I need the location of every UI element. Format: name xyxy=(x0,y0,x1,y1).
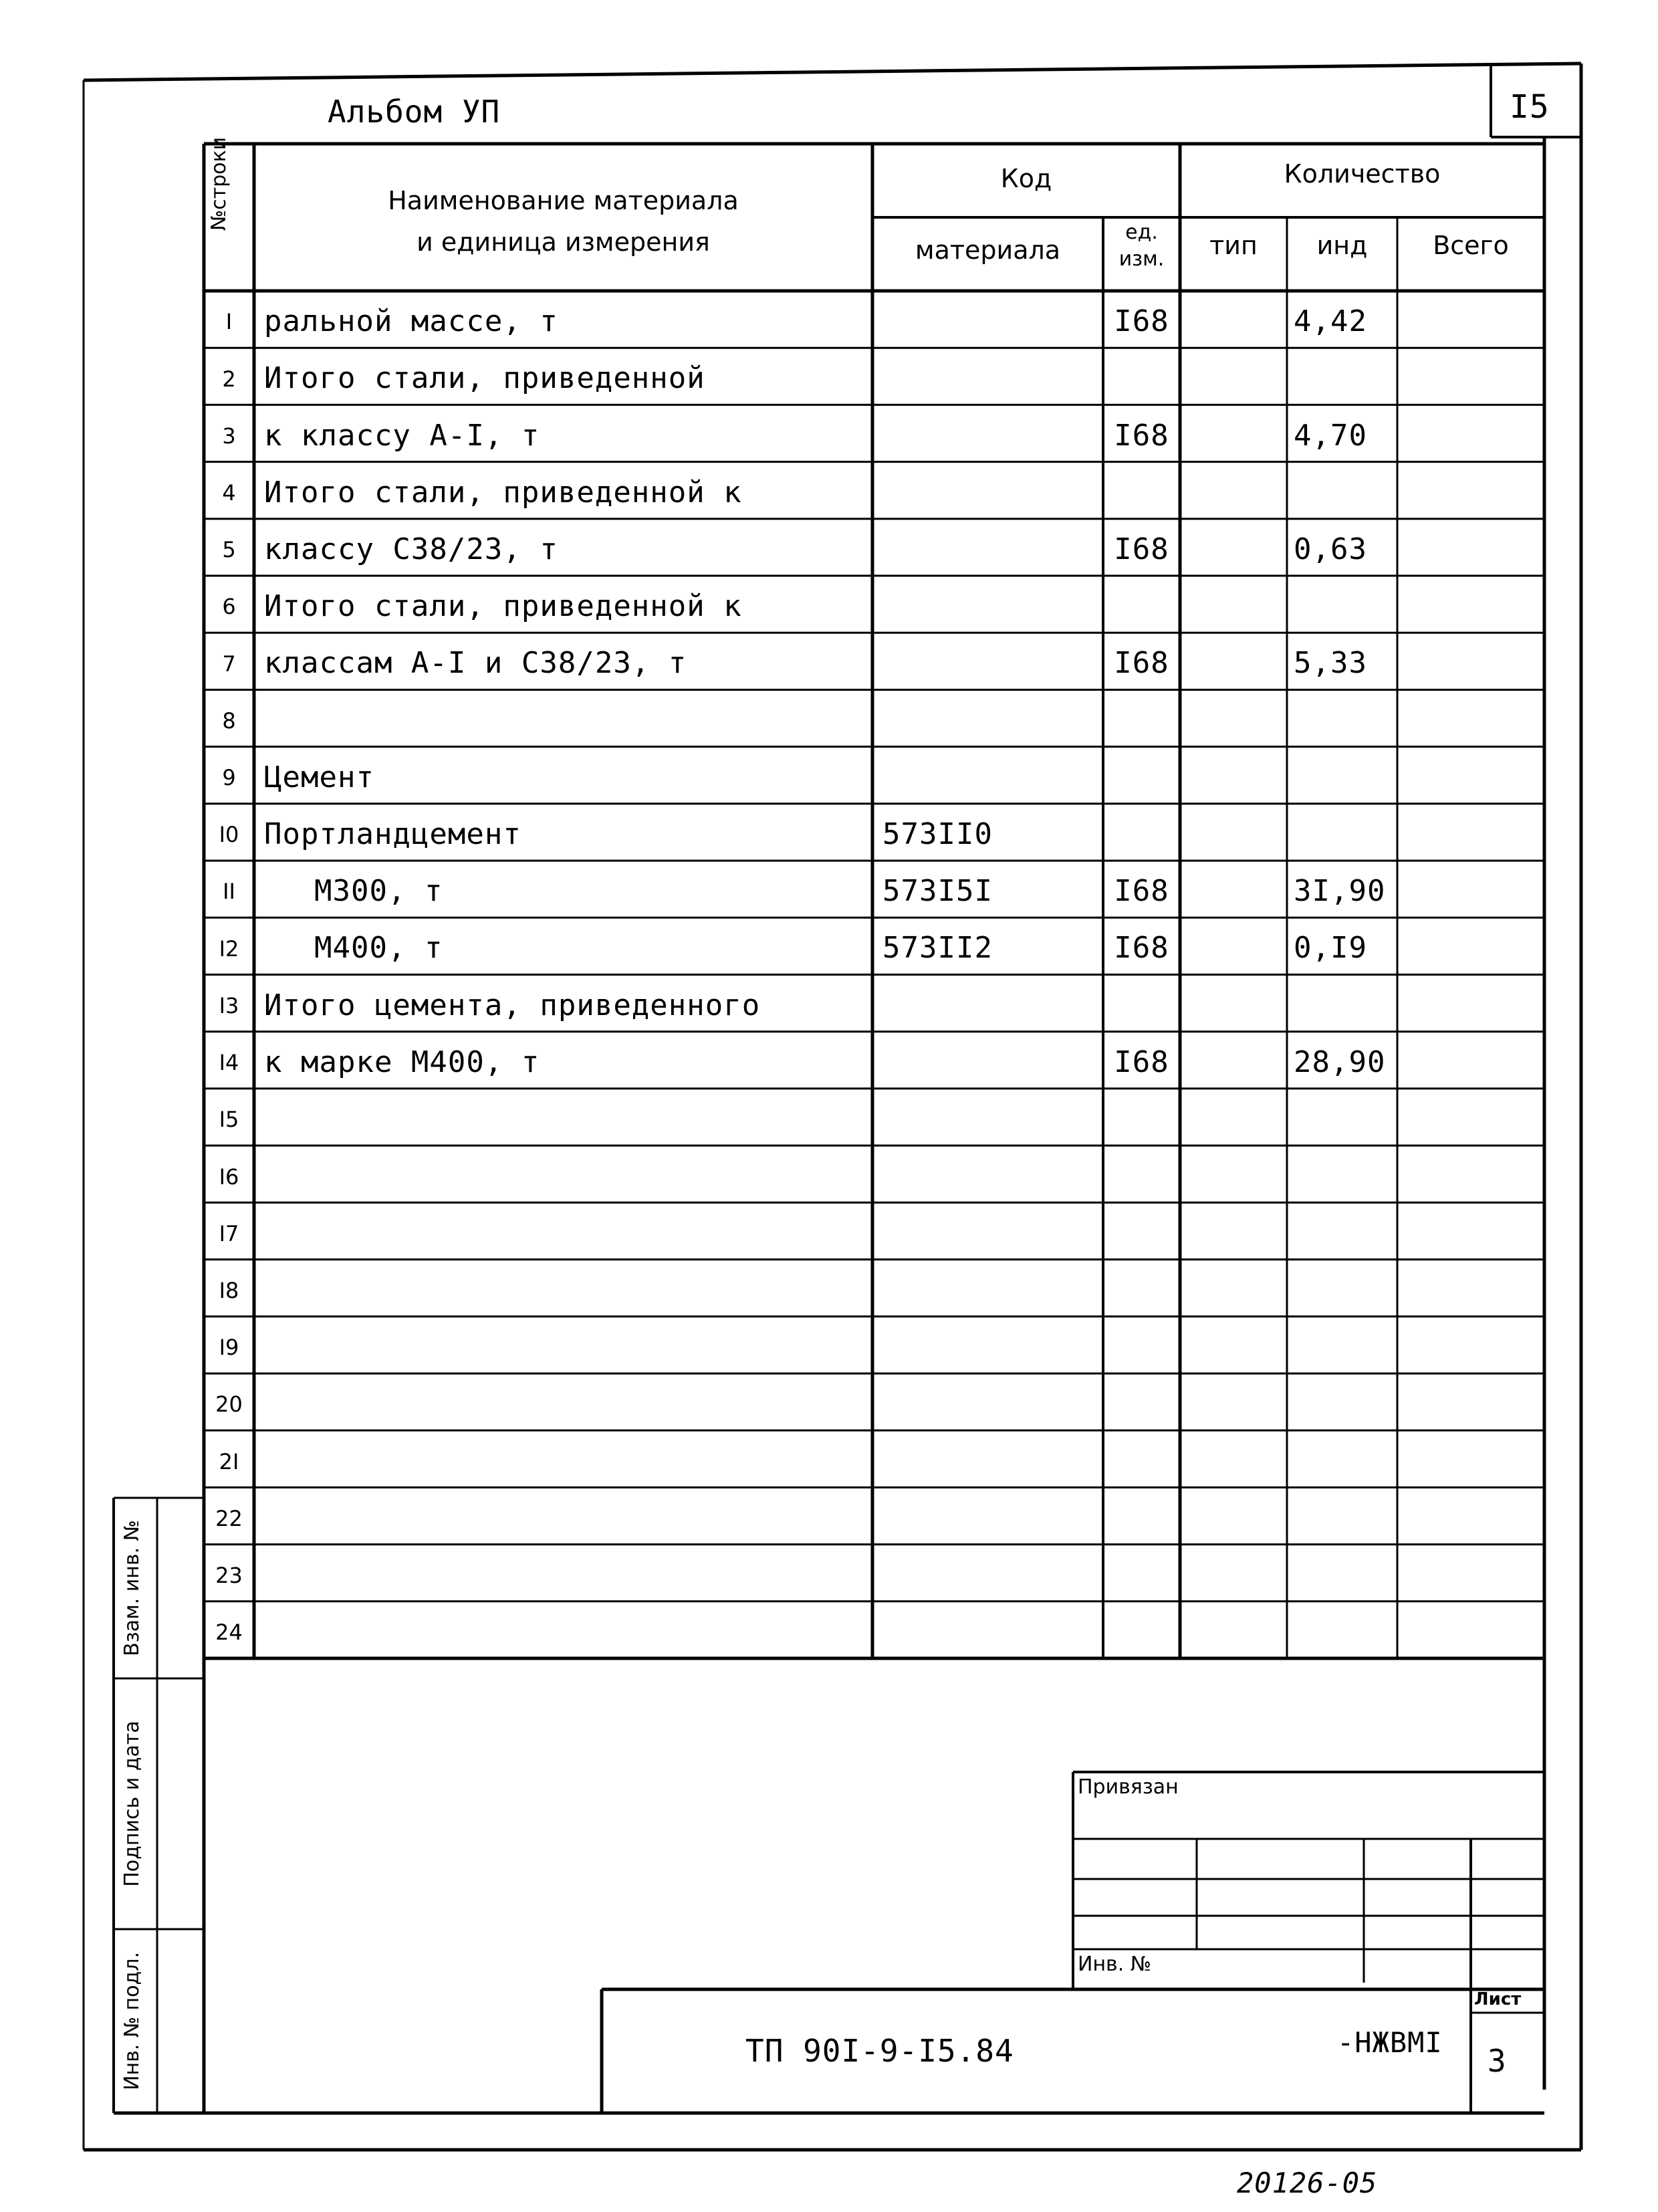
doc-suffix: -НЖВМI xyxy=(1337,2026,1443,2059)
material-name: к классу А-I, т xyxy=(264,418,540,453)
qty-ind: 4,70 xyxy=(1294,418,1367,453)
material-name: Итого стали, приведенной к xyxy=(264,475,742,510)
row-number: 23 xyxy=(215,1562,243,1588)
code-unit-header-1: ед. xyxy=(1125,221,1158,244)
qty-ind: 0,I9 xyxy=(1294,931,1367,966)
unit-code: I68 xyxy=(1114,304,1169,339)
material-code: 573II0 xyxy=(882,817,993,852)
row-number: 2I xyxy=(219,1448,239,1474)
album-title: Альбом УП xyxy=(328,94,501,130)
sheet-number: 3 xyxy=(1488,2043,1507,2079)
quantity-header: Количество xyxy=(1284,159,1441,189)
inv-podl-label: Инв. № подл. xyxy=(120,1952,144,2090)
name-header-line1: Наименование материала xyxy=(388,186,739,215)
row-number: II xyxy=(223,879,235,905)
material-name: Итого стали, приведенной к xyxy=(264,589,742,624)
row-number: I0 xyxy=(219,822,239,848)
unit-code: I68 xyxy=(1114,532,1169,567)
row-number: 9 xyxy=(222,765,236,791)
row-number: 3 xyxy=(222,423,236,449)
unit-code: I68 xyxy=(1114,418,1169,453)
row-number: 7 xyxy=(222,651,236,677)
row-number: I5 xyxy=(219,1107,239,1133)
row-number: I6 xyxy=(219,1164,239,1190)
q-total-header: Всего xyxy=(1433,231,1509,260)
row-number: 2 xyxy=(222,366,236,392)
code-unit-header-2: изм. xyxy=(1118,247,1165,271)
inv-no-label: Инв. № xyxy=(1078,1953,1152,1976)
vzam-inv-label: Взам. инв. № xyxy=(120,1520,144,1656)
material-name: Итого цемента, приведенного xyxy=(264,988,761,1022)
footer-note: 20126-05 xyxy=(1237,2167,1378,2199)
code-material-header: материала xyxy=(915,235,1061,265)
qty-ind: 28,90 xyxy=(1294,1044,1386,1079)
material-code: 573II2 xyxy=(882,931,993,966)
row-number: 22 xyxy=(215,1505,243,1531)
name-header-line2: и единица измерения xyxy=(417,227,710,257)
material-name: ральной массе, т xyxy=(264,304,558,339)
unit-code: I68 xyxy=(1114,931,1169,966)
material-name: к марке М400, т xyxy=(264,1044,540,1079)
row-number: I3 xyxy=(219,992,239,1018)
row-number: 24 xyxy=(215,1620,243,1646)
code-header: Код xyxy=(1000,164,1052,193)
material-name: М300, т xyxy=(314,874,443,909)
row-number: 20 xyxy=(215,1392,243,1418)
material-name: классу С38/23, т xyxy=(264,532,558,567)
row-number: 5 xyxy=(222,537,236,563)
qty-ind: 5,33 xyxy=(1294,646,1367,681)
qty-ind: 0,63 xyxy=(1294,532,1367,567)
material-name: Итого стали, приведенной xyxy=(264,361,705,396)
page-number: I5 xyxy=(1510,88,1550,126)
doc-code: ТП 90I-9-I5.84 xyxy=(745,2033,1014,2069)
material-name: М400, т xyxy=(314,931,443,966)
unit-code: I68 xyxy=(1114,874,1169,909)
row-number: 4 xyxy=(222,480,236,506)
row-number: I8 xyxy=(219,1277,239,1303)
qty-ind: 3I,90 xyxy=(1294,874,1386,909)
q-ind-header: инд xyxy=(1316,231,1368,260)
row-number: 6 xyxy=(222,594,236,620)
unit-code: I68 xyxy=(1114,646,1169,681)
q-type-header: тип xyxy=(1209,231,1258,260)
row-number: I7 xyxy=(219,1220,239,1246)
qty-ind: 4,42 xyxy=(1294,304,1367,339)
rownum-header: №строки xyxy=(207,136,231,231)
material-name: классам А-I и С38/23, т xyxy=(264,646,687,681)
sheet-label: Лист xyxy=(1474,1989,1522,2009)
row-number: I xyxy=(225,309,233,335)
material-name: Цемент xyxy=(264,760,374,794)
row-number: I2 xyxy=(219,935,239,962)
material-code: 573I5I xyxy=(882,874,993,909)
row-number: I9 xyxy=(219,1335,239,1361)
row-number: I4 xyxy=(219,1050,239,1076)
podpis-data-label: Подпись и дата xyxy=(120,1721,144,1887)
unit-code: I68 xyxy=(1114,1044,1169,1079)
row-number: 8 xyxy=(222,707,236,734)
material-name: Портландцемент xyxy=(264,817,521,852)
privyazan-label: Привязан xyxy=(1078,1775,1179,1799)
